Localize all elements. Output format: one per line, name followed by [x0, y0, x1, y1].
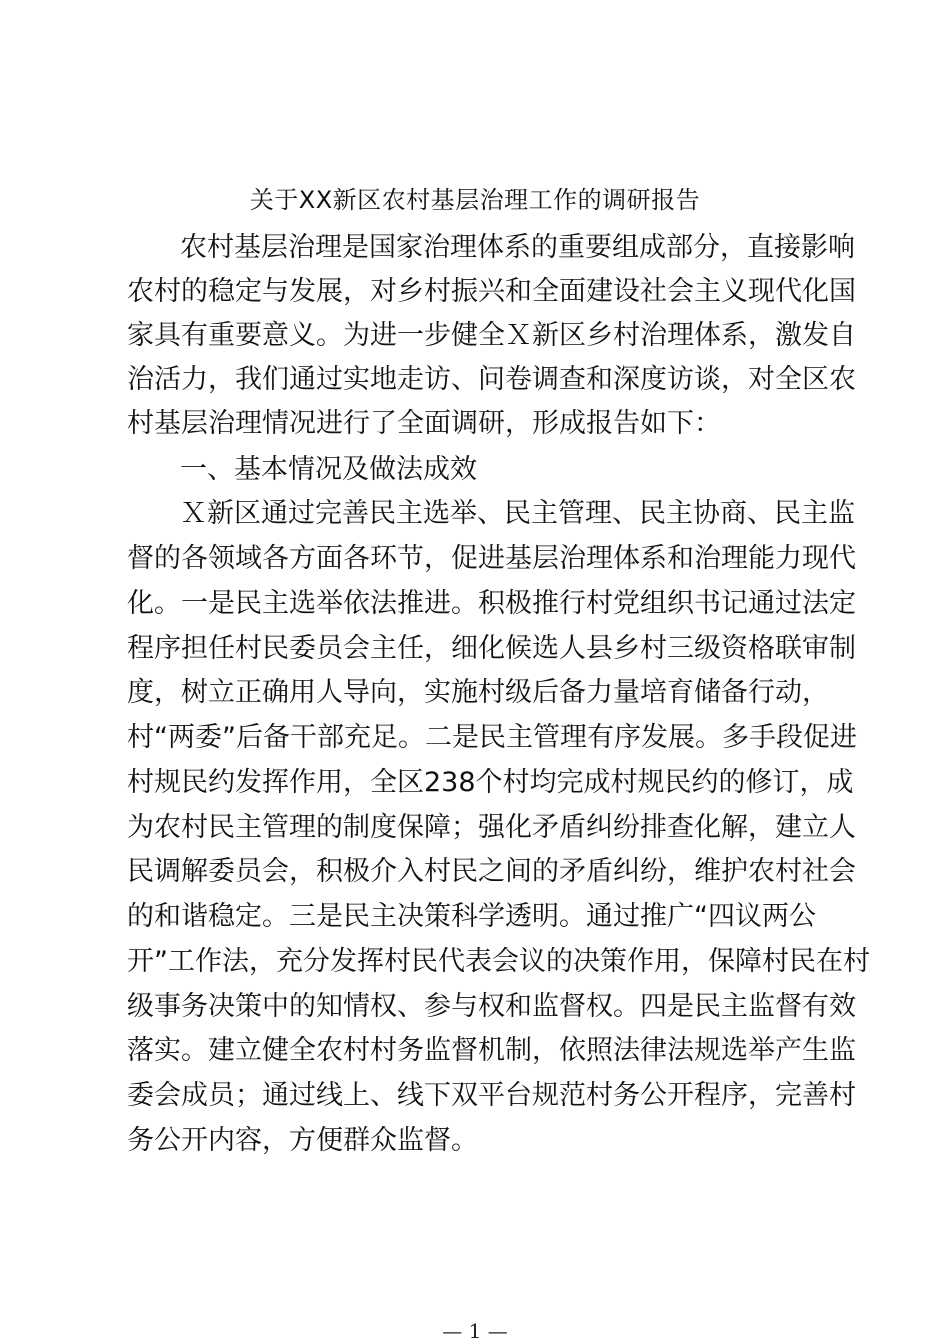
paragraph-line: 化。一是民主选举依法推进。积极推行村党组织书记通过法定: [127, 588, 856, 619]
document-title: 关于XX新区农村基层治理工作的调研报告: [249, 186, 701, 214]
paragraph-line: 度，树立正确用人导向，实施村级后备力量培育储备行动，: [127, 677, 829, 708]
paragraph-line: 程序担任村民委员会主任，细化候选人县乡村三级资格联审制: [127, 633, 856, 664]
paragraph-line: 督的各领域各方面各环节，促进基层治理体系和治理能力现代: [127, 543, 856, 574]
section-heading: 一、基本情况及做法成效: [180, 454, 477, 485]
paragraph-line: 务公开内容，方便群众监督。: [127, 1125, 478, 1156]
paragraph-line: 级事务决策中的知情权、参与权和监督权。四是民主监督有效: [127, 991, 856, 1022]
paragraph-line: 农村基层治理是国家治理体系的重要组成部分，直接影响: [180, 232, 855, 263]
paragraph-line: 为农村民主管理的制度保障；强化矛盾纠纷排查化解，建立人: [127, 812, 856, 843]
paragraph-line: 民调解委员会，积极介入村民之间的矛盾纠纷，维护农村社会: [127, 856, 856, 887]
paragraph-line: 村“两委”后备干部充足。二是民主管理有序发展。多手段促进: [127, 722, 857, 753]
paragraph-line: Ｘ新区通过完善民主选举、民主管理、民主协商、民主监: [180, 498, 855, 529]
paragraph-line: 家具有重要意义。为进一步健全Ｘ新区乡村治理体系，激发自: [127, 320, 856, 351]
paragraph-line: 村规民约发挥作用，全区238个村均完成村规民约的修订，成: [127, 767, 854, 798]
paragraph-line: 农村的稳定与发展，对乡村振兴和全面建设社会主义现代化国: [127, 276, 856, 307]
paragraph-line: 委会成员；通过线上、线下双平台规范村务公开程序，完善村: [127, 1080, 856, 1111]
paragraph-line: 村基层治理情况进行了全面调研，形成报告如下：: [127, 408, 721, 439]
paragraph-line: 治活力，我们通过实地走访、问卷调查和深度访谈，对全区农: [127, 364, 856, 395]
paragraph-line: 的和谐稳定。三是民主决策科学透明。通过推广“四议两公: [127, 901, 816, 932]
paragraph-line: 落实。建立健全农村村务监督机制，依照法律法规选举产生监: [127, 1035, 856, 1066]
page-number: — 1 —: [442, 1319, 508, 1343]
paragraph-line: 开”工作法，充分发挥村民代表会议的决策作用，保障村民在村: [127, 946, 870, 977]
